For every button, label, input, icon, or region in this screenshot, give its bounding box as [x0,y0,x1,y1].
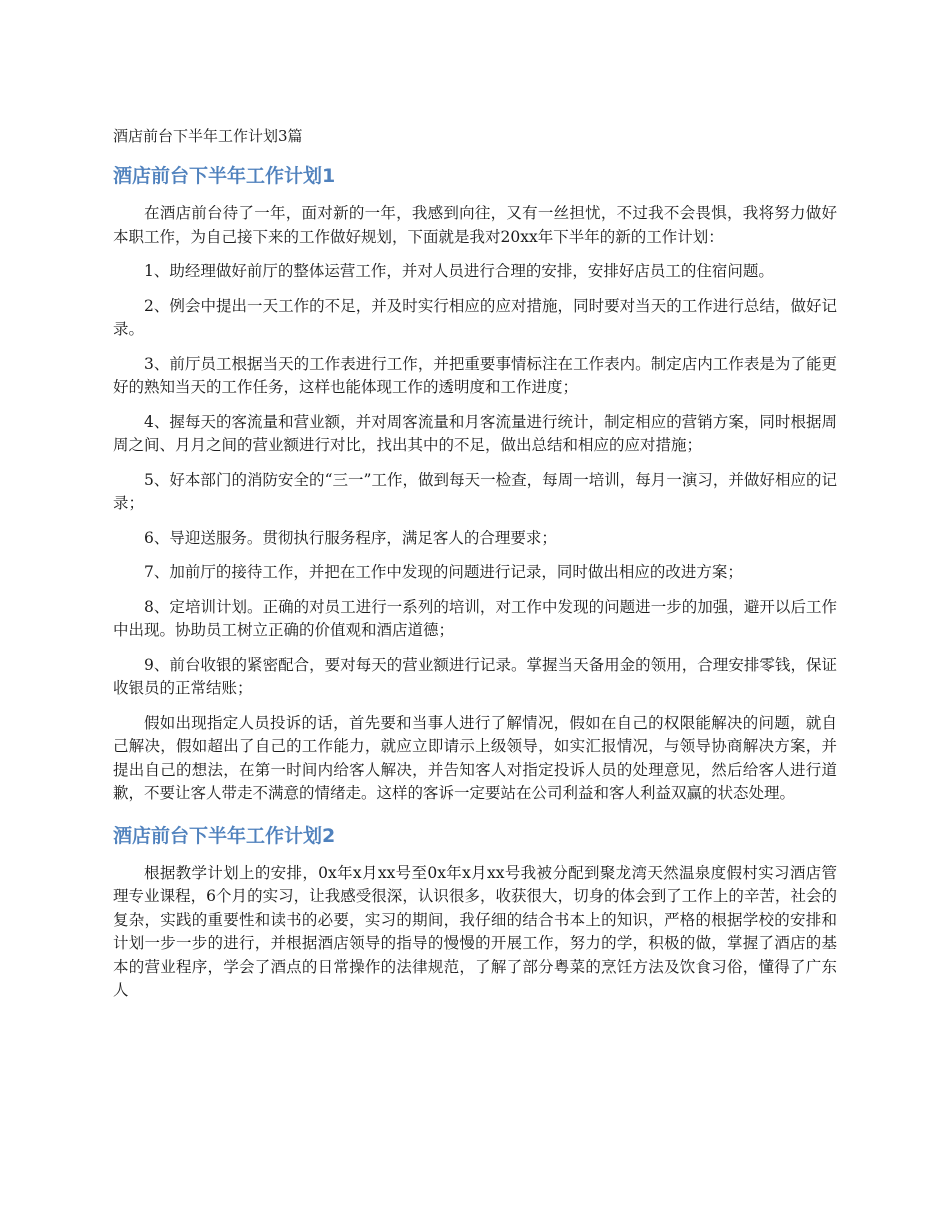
paragraph: 5、好本部门的消防安全的“三一”工作，做到每天一检查，每周一培训，每月一演习，并做好相应的记录； [113,470,837,512]
paragraph: 根据教学计划上的安排，0x年x月xx号至0x年x月xx号我被分配到聚龙湾天然温泉度假村实习酒店管理专业课程，6个月的实习，让我感受很深，认识很多，收获很大，切身的体会到了工作上的辛苦，社会的复杂，实践的重要性和读书的必要，实习的期间，我仔细的结合书本上的知识，严格的根据学校的安排和计划一步一步的进行，并根据酒店领导的指导的慢慢的开展工作，努力的学，积极的做，掌握了酒店的基本的营业程序，学会了酒点的日常操作的法律规范，了解了部分粤菜的烹饪方法及饮食习俗，懂得了广东人 [113,863,837,999]
paragraph: 9、前台收银的紧密配合，要对每天的营业额进行记录。掌握当天备用金的领用，合理安排零钱，保证收银员的正常结账； [113,655,837,697]
paragraph: 7、加前厅的接待工作，并把在工作中发现的问题进行记录，同时做出相应的改进方案； [144,563,743,581]
paragraph: 4、握每天的客流量和营业额，并对周客流量和月客流量进行统计，制定相应的营销方案，同时根据周周之间、月月之间的营业额进行对比，找出其中的不足，做出总结和相应的应对措施； [113,412,837,454]
section-heading: 酒店前台下半年工作计划2 [113,824,336,847]
section-heading: 酒店前台下半年工作计划1 [113,165,336,187]
paragraph: 2、例会中提出一天工作的不足，并及时实行相应的应对措施，同时要对当天的工作进行总结，做好记录。 [113,296,837,338]
section-2 [113,822,837,1003]
paragraph: 6、导迎送服务。贯彻执行服务程序，满足客人的合理要求； [144,528,557,547]
paragraph: 假如出现指定人员投诉的话，首先要和当事人进行了解情况，假如在自己的权限能解决的问题，就自己解决，假如超出了自己的工作能力，就应立即请示上级领导，如实汇报情况，与领导协商解决方案，并提出自己的想法，在第一时间内给客人解决，并告知客人对指定投诉人员的处理意见，然后给客人进行道歉，不要让客人带走不满意的情绪走。这样的客诉一定要站在公司利益和客人利益双赢的状态处理。 [113,713,837,802]
section-1 [113,162,837,806]
document-title: 酒店前台下半年工作计划3篇 [113,127,303,145]
paragraph: 1、助经理做好前厅的整体运营工作，并对人员进行合理的安排，安排好店员工的住宿问题。 [144,262,774,280]
document-page [113,124,837,1014]
paragraph: 在酒店前台待了一年，面对新的一年，我感到向往，又有一丝担忧，不过我不会畏惧，我将努力做好本职工作，为自己接下来的工作做好规划，下面就是我对20xx年下半年的新的工作计划： [113,204,837,246]
paragraph: 3、前厅员工根据当天的工作表进行工作，并把重要事情标注在工作表内。制定店内工作表是为了能更好的熟知当天的工作任务，这样也能体现工作的透明度和工作进度； [113,354,837,396]
paragraph: 8、定培训计划。正确的对员工进行一系列的培训，对工作中发现的问题进一步的加强，避开以后工作中出现。协助员工树立正确的价值观和酒店道德； [113,597,837,639]
